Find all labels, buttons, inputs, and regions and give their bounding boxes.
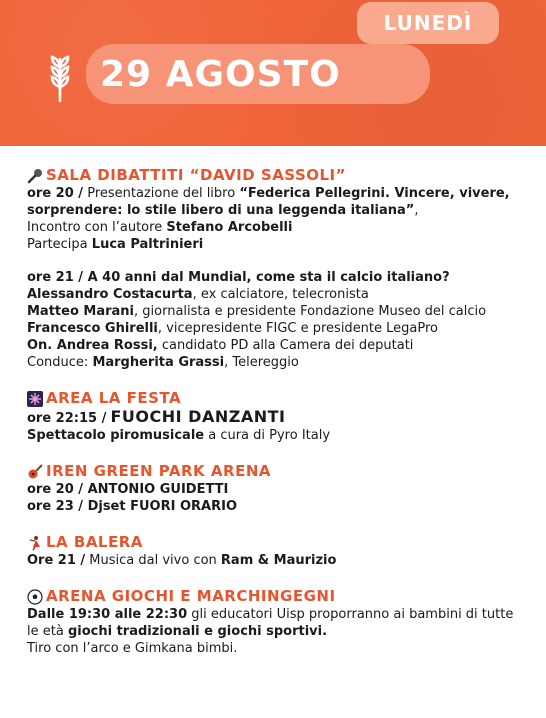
section-area-la-festa: AREA LA FESTA ore 22:15 / FUOCHI DANZANTI Spettacolo piromusicale a cura di Pyro Italy (27, 389, 331, 443)
event-time: ore 20 / (27, 186, 84, 201)
section-sala-dibattiti: SALA DIBATTITI “DAVID SASSOLI” ore 20 / Presentazione del libro “Federica Pellegrini. Vincere, vivere, sorprendere: lo stile libero di una leggenda italiana”, Incontro con l’autore Stefano Arcobelli Partecipa Luca Paltrinieri ore 21 / A 40 anni dal Mundial, come sta il calcio italiano? Alessandro Costacurta, ex calciatore, telecronista Matteo Marani, giornalista e presidente Fondazione Museo del calcio Francesco Ghirelli, vicepresidente FIGC e presidente LegaPro On. Andrea Rossi, candidato PD alla Camera dei deputati Conduce: Margherita Grassi, Telereggio (27, 166, 527, 371)
event-time: Ore 21 / (27, 553, 86, 568)
fireworks-icon (27, 391, 43, 407)
performers: Ram & Maurizio (220, 553, 337, 568)
wheat-icon (46, 53, 74, 103)
section-la-balera: LA BALERA Ore 21 / Musica dal vivo con Ram & Maurizio (27, 533, 337, 568)
microphone-icon (27, 168, 43, 184)
speaker-row: Matteo Marani, giornalista e presidente Fondazione Museo del calcio (27, 304, 487, 319)
guitar-icon (27, 464, 43, 480)
section-title: ARENA GIOCHI E MARCHINGEGNI (46, 587, 336, 605)
event-line: ore 23 / Djset FUORI ORARIO (27, 499, 237, 514)
header-banner (0, 0, 546, 146)
soccer-ball-icon (27, 589, 43, 605)
event-line: ore 20 / ANTONIO GUIDETTI (27, 482, 229, 497)
speaker-row: Francesco Ghirelli, vicepresidente FIGC e presidente LegaPro (27, 321, 439, 336)
author-name: Stefano Arcobelli (166, 220, 293, 235)
event-title: ore 21 / A 40 anni dal Mundial, come sta il calcio italiano? (27, 270, 450, 285)
event-time: Dalle 19:30 alle 22:30 (27, 607, 188, 622)
dancer-icon (27, 535, 43, 551)
book-title: “Federica Pellegrini. Vincere, vivere, sorprendere: lo stile libero di una leggenda italiana” (27, 186, 510, 218)
event-time: ore 22:15 / (27, 411, 107, 426)
guest-name: Luca Paltrinieri (91, 237, 204, 252)
program-content (27, 166, 527, 675)
moderator-row: Conduce: Margherita Grassi, Telereggio (27, 355, 299, 370)
section-iren-green-park (27, 462, 527, 515)
section-arena-giochi: ARENA GIOCHI E MARCHINGEGNI Dalle 19:30 alle 22:30 gli educatori Uisp proporranno ai bambini di tutte le età giochi tradizionali e giochi sportivi. Tiro con l’arco e Gimkana bimbi. (27, 587, 514, 656)
event-headline: FUOCHI DANZANTI (110, 407, 286, 426)
speaker-row: On. Andrea Rossi, candidato PD alla Camera dei deputati (27, 338, 414, 353)
section-title: AREA LA FESTA (46, 389, 182, 407)
section-title: LA BALERA (46, 533, 143, 551)
speaker-row: Alessandro Costacurta, ex calciatore, telecronista (27, 287, 369, 302)
date-label: 29 AGOSTO (86, 44, 430, 104)
section-title: IREN GREEN PARK ARENA (46, 462, 271, 480)
section-title: SALA DIBATTITI “DAVID SASSOLI” (46, 166, 346, 184)
day-label: LUNEDÌ (357, 2, 499, 44)
